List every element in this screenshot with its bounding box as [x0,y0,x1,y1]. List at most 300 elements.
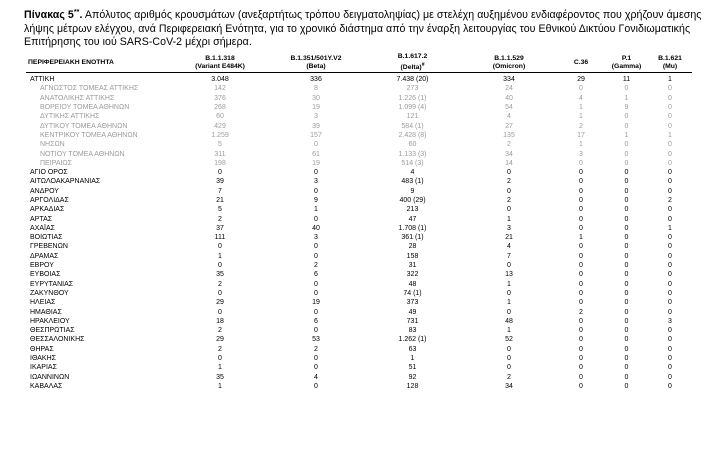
count-cell: 0 [668,308,672,316]
count-cell: 9 [314,197,318,204]
count-cell: 0 [668,104,672,112]
count-cell: 0 [624,187,629,195]
count-cell: 7 [507,252,511,260]
region-name-cell: ΙΚΑΡΙΑΣ [30,364,57,372]
count-cell: 8 [314,85,318,93]
count-cell: 121 [406,113,419,121]
count-cell: 34 [505,150,513,158]
count-cell: 2 [218,215,222,223]
count-cell: 0 [668,345,672,353]
table-subrow [26,131,692,140]
count-cell: 0 [668,85,672,93]
count-cell: 2 [507,197,511,204]
count-cell: 74 (1) [403,289,422,297]
count-cell: 0 [668,150,672,158]
count-cell: 1 [579,113,583,121]
count-cell: 3 [579,150,583,158]
region-name-cell: ΑΝΑΤΟΛΙΚΗΣ ΑΤΤΙΚΗΣ [40,94,115,102]
count-cell: 0 [314,355,318,363]
count-cell: 47 [408,215,417,223]
count-cell: 0 [624,345,629,353]
count-cell: 0 [218,289,222,297]
table-subrow [26,94,692,103]
count-cell: 0 [218,169,222,177]
count-cell: 0 [579,317,583,325]
count-cell: 0 [624,141,629,149]
count-cell: 334 [503,76,515,84]
count-cell: 0 [579,299,583,307]
count-cell: 0 [624,327,629,335]
count-cell: 30 [312,94,320,102]
count-cell: 27 [505,122,513,130]
count-cell: 0 [624,178,629,186]
region-name-cell: ΗΛΕΙΑΣ [30,299,56,307]
count-cell: 52 [505,336,513,344]
region-name-cell: ΕΥΒΟΙΑΣ [30,271,61,279]
region-name-cell: ΑΓΙΟ ΟΡΟΣ [30,169,68,177]
count-cell: 0 [314,280,318,288]
count-cell: 6 [314,271,318,279]
count-cell: 3 [314,113,318,121]
count-cell: 48 [408,280,417,288]
count-cell: 0 [668,355,672,363]
table-row [26,326,692,335]
count-cell: 92 [408,373,417,381]
table-row [26,252,692,261]
count-cell: 376 [214,94,226,102]
table-row [26,363,692,372]
count-cell: 0 [624,355,629,363]
region-name-cell: ΑΙΤΩΛΟΑΚΑΡΝΑΝΙΑΣ [30,178,101,186]
count-cell: 0 [579,336,583,344]
count-cell: 4 [579,94,583,102]
count-cell: 0 [579,373,583,381]
count-cell: 0 [668,289,672,297]
count-cell: 0 [668,159,672,167]
region-name-cell: ΙΩΑΝΝΙΝΩΝ [30,373,70,381]
count-cell: 28 [408,243,417,251]
count-cell: 1 [624,94,629,102]
table-row [26,196,692,205]
count-cell: 483 (1) [401,178,424,186]
count-cell: 34 [505,382,513,390]
count-cell: 0 [624,224,629,232]
count-cell: 2 [218,280,222,288]
count-cell: 0 [507,206,511,214]
count-cell: 336 [310,76,322,84]
count-cell: 1.708 (1) [398,224,427,232]
count-cell: 0 [579,252,583,260]
count-cell: 1 [410,355,415,363]
count-cell: 1.133 (3) [398,150,427,158]
count-cell: 1 [668,224,672,232]
table-row [26,73,692,85]
count-cell: 53 [312,336,320,344]
count-cell: 0 [579,243,583,251]
count-cell: 2 [314,262,318,270]
count-cell: 0 [507,169,511,177]
count-cell: 142 [214,85,226,93]
count-cell: 0 [668,373,672,381]
count-cell: 61 [312,150,320,158]
count-cell: 0 [668,178,672,186]
count-cell: 0 [218,243,222,251]
table-subrow [26,121,692,130]
count-cell: 322 [406,271,419,279]
count-cell: 0 [668,336,672,344]
count-cell: 0 [624,122,629,130]
count-cell: 0 [668,215,672,223]
region-name-cell: ΑΝΔΡΟΥ [30,187,59,195]
table-row [26,298,692,307]
count-cell: 0 [218,308,222,316]
count-cell: 63 [408,345,417,353]
count-cell: 3 [668,317,672,325]
count-cell: 0 [624,289,629,297]
table-subrow [26,140,692,149]
count-cell: 213 [406,206,419,214]
region-name-cell: ΗΡΑΚΛΕΙΟΥ [30,317,70,325]
count-cell: 3 [314,234,318,242]
table-subrow [26,84,692,93]
count-cell: 0 [624,308,629,316]
table-row [26,354,692,363]
count-cell: 7 [218,187,222,195]
count-cell: 24 [505,85,513,93]
region-name-cell: ΝΟΤΙΟΥ ΤΟΜΕΑ ΑΘΗΝΩΝ [40,150,125,158]
count-cell: 1 [218,252,222,260]
table-subrow [26,112,692,121]
table-row [26,317,692,326]
count-cell: 135 [503,131,515,139]
count-cell: 128 [406,382,419,390]
count-cell: 2 [314,345,318,353]
count-cell: 0 [624,85,629,93]
count-cell: 17 [577,131,585,139]
count-cell: 1 [314,206,318,214]
table-subrow [26,159,692,168]
count-cell: 2 [579,308,583,316]
region-name-cell: ΚΕΝΤΡΙΚΟΥ ΤΟΜΕΑ ΑΘΗΝΩΝ [40,131,138,139]
count-cell: 429 [214,122,226,130]
count-cell: 29 [216,336,224,344]
variants-table [26,53,692,391]
table-header-row [26,53,692,73]
table-header [26,53,692,73]
count-cell: 1.262 (1) [398,336,427,344]
count-cell: 0 [624,234,629,242]
table-row [26,270,692,279]
count-cell: 0 [579,169,583,177]
count-cell: 60 [216,113,224,121]
count-cell: 0 [579,187,583,195]
count-cell: 4 [314,373,318,381]
count-cell: 0 [218,262,222,270]
count-cell: 19 [312,104,320,112]
count-cell: 0 [624,280,629,288]
count-cell: 83 [408,327,417,335]
count-cell: 1.099 (4) [398,104,427,112]
count-cell: 0 [668,94,672,102]
count-cell: 0 [507,289,511,297]
count-cell: 0 [314,364,318,372]
count-cell: 0 [624,243,629,251]
count-cell: 0 [507,355,511,363]
count-cell: 0 [314,308,318,316]
count-cell: 0 [668,234,672,242]
count-cell: 4 [410,169,415,177]
count-cell: 1.259 [211,131,229,139]
count-cell: 0 [624,299,629,307]
count-cell: 3 [314,178,318,186]
region-name-cell: ΓΡΕΒΕΝΩΝ [30,243,68,251]
count-cell: 0 [668,141,672,149]
count-cell: 5 [218,141,222,149]
table-row [26,345,692,354]
region-name-cell: ΔΥΤΙΚΗΣ ΑΤΤΙΚΗΣ [40,113,100,121]
count-cell: 1 [668,76,672,84]
count-cell: 0 [579,215,583,223]
count-cell: 0 [507,187,511,195]
count-cell: 5 [218,206,222,214]
count-cell: 0 [668,299,672,307]
count-cell: 0 [579,271,583,279]
column-header: B.1.1.529 (Omicron) [461,53,557,73]
count-cell: 0 [314,187,318,195]
count-cell: 1.226 (1) [398,94,427,102]
count-cell: 35 [216,373,224,381]
count-cell: 2 [218,345,222,353]
count-cell: 3 [507,224,511,232]
count-cell: 0 [218,355,222,363]
count-cell: 0 [668,271,672,279]
caption-lead: Πίνακας 5**. [24,9,83,21]
caption-text: Απόλυτος αριθμός κρουσμάτων (ανεξαρτήτως τρόπου δειγματοληψίας) με στελέχη αυξημένου ενδιαφέροντος που χρήζουν άμεσης λήψης μέτρων ελέγχου, ανά Περιφερειακή Ενότητα, για το χρονικό διάστημα από την έναρξη λειτουργίας του Εθνικού Δικτύου Γονιδιωματικής Επιτήρησης του ιού SARS-CoV-2 μέχρι σήμερα. [24,9,702,48]
count-cell: 0 [624,252,629,260]
count-cell: 6 [314,317,318,325]
count-cell: 14 [505,159,513,167]
count-cell: 0 [624,317,629,325]
table-row [26,168,692,177]
count-cell: 60 [408,141,417,149]
table-row [26,382,692,391]
region-name-cell: ΔΥΤΙΚΟΥ ΤΟΜΕΑ ΑΘΗΝΩΝ [40,122,128,130]
count-cell: 0 [314,327,318,335]
region-name-cell: ΔΡΑΜΑΣ [30,252,59,260]
count-cell: 18 [216,317,224,325]
count-cell: 0 [624,382,629,390]
count-cell: 2 [507,373,511,381]
count-cell: 0 [668,243,672,251]
count-cell: 0 [579,364,583,372]
count-cell: 0 [624,364,629,372]
table-row [26,233,692,242]
count-cell: 4 [507,113,511,121]
table-row [26,280,692,289]
count-cell: 3.048 [211,76,229,84]
count-cell: 0 [579,382,583,390]
count-cell: 2 [668,197,672,204]
count-cell: 0 [668,122,672,130]
count-cell: 311 [214,150,226,158]
count-cell: 19 [312,159,320,167]
count-cell: 29 [577,76,585,84]
count-cell: 0 [579,289,583,297]
count-cell: 514 (3) [401,159,424,167]
count-cell: 400 (29) [399,197,426,204]
count-cell: 0 [579,280,583,288]
count-cell: 2.428 (8) [398,131,427,139]
count-cell: 361 (1) [401,234,424,242]
region-name-cell: ΘΕΣΠΡΩΤΙΑΣ [30,327,75,335]
region-name-cell: ΙΘΑΚΗΣ [30,355,56,363]
count-cell: 0 [624,271,629,279]
count-cell: 0 [314,141,318,149]
region-name-cell: ΑΓΝΩΣΤΟΣ ΤΟΜΕΑΣ ΑΤΤΙΚΗΣ [40,85,139,93]
count-cell: 0 [579,224,583,232]
table-row [26,205,692,214]
count-cell: 0 [624,215,629,223]
count-cell: 0 [668,252,672,260]
column-header: B.1.1.318 (Variant E484K) [172,53,268,73]
count-cell: 1 [579,141,583,149]
count-cell: 49 [408,308,417,316]
count-cell: 9 [410,187,415,195]
region-name-cell: ΑΤΤΙΚΗ [30,76,55,84]
count-cell: 9 [624,104,629,112]
table-row [26,307,692,316]
count-cell: 157 [310,131,322,139]
count-cell: 0 [579,345,583,353]
column-header: B.1.621 (Mu) [648,53,692,73]
count-cell: 29 [216,299,224,307]
table-body [26,73,692,392]
count-cell: 1 [507,299,511,307]
count-cell: 0 [624,336,629,344]
count-cell: 731 [406,317,419,325]
count-cell: 0 [507,308,511,316]
table-row [26,224,692,233]
count-cell: 0 [507,345,511,353]
count-cell: 21 [505,234,513,242]
count-cell: 268 [214,104,226,112]
count-cell: 2 [218,327,222,335]
count-cell: 1 [507,215,511,223]
region-name-cell: ΑΧΑΪΑΣ [30,224,55,232]
count-cell: 0 [624,113,629,121]
count-cell: 0 [668,327,672,335]
count-cell: 13 [505,271,513,279]
count-cell: 373 [406,299,419,307]
region-name-cell: ΝΗΣΩΝ [40,141,65,149]
region-name-cell: ΘΕΣΣΑΛΟΝΙΚΗΣ [30,336,85,344]
count-cell: 0 [314,252,318,260]
count-cell: 1 [579,234,583,242]
count-cell: 0 [624,206,629,214]
region-name-cell: ΠΕΙΡΑΙΩΣ [40,159,72,167]
count-cell: 39 [216,178,224,186]
table-caption [24,6,706,50]
count-cell: 0 [579,159,583,167]
count-cell: 0 [314,243,318,251]
region-name-cell: ΒΟΙΩΤΙΑΣ [30,234,63,242]
region-name-cell: ΘΗΡΑΣ [30,345,54,353]
count-cell: 0 [624,169,629,177]
count-cell: 37 [216,224,224,232]
region-name-cell: ΒΟΡΕΙΟΥ ΤΟΜΕΑ ΑΘΗΝΩΝ [40,104,130,112]
count-cell: 0 [668,382,672,390]
region-name-cell: ΚΑΒΑΛΑΣ [30,382,63,390]
count-cell: 0 [668,169,672,177]
count-cell: 2 [579,122,583,130]
count-cell: 2 [507,178,511,186]
count-cell: 1 [218,382,222,390]
table-row [26,261,692,270]
column-header: B.1.617.2 (Delta)# [364,53,461,73]
table-row [26,289,692,298]
table-row [26,214,692,223]
count-cell: 584 (1) [401,122,424,130]
count-cell: 0 [579,327,583,335]
count-cell: 0 [668,262,672,270]
region-name-cell: ΑΡΤΑΣ [30,215,53,223]
count-cell: 21 [216,197,224,204]
region-name-cell: ΖΑΚΥΝΘΟΥ [30,289,69,297]
count-cell: 0 [579,85,583,93]
count-cell: 0 [314,169,318,177]
count-cell: 0 [668,113,672,121]
count-cell: 2 [507,141,511,149]
count-cell: 0 [579,262,583,270]
count-cell: 0 [624,150,629,158]
column-header: C.36 [557,53,605,73]
count-cell: 31 [408,262,417,270]
count-cell: 0 [314,382,318,390]
count-cell: 158 [406,252,419,260]
column-header: P.1 (Gamma) [605,53,648,73]
count-cell: 111 [214,234,226,242]
column-header: B.1.351/501Y.V2 (Beta) [268,53,364,73]
count-cell: 0 [624,373,629,381]
count-cell: 40 [312,224,320,232]
count-cell: 0 [668,280,672,288]
column-header: ΠΕΡΙΦΕΡΕΙΑΚΗ ΕΝΟΤΗΤΑ [26,53,172,73]
table-row [26,242,692,251]
count-cell: 35 [216,271,224,279]
count-cell: 0 [668,206,672,214]
count-cell: 0 [507,262,511,270]
table-subrow [26,103,692,112]
count-cell: 1 [579,104,583,112]
table-subrow [26,149,692,158]
count-cell: 0 [624,262,629,270]
count-cell: 39 [312,122,320,130]
count-cell: 1 [218,364,222,372]
count-cell: 48 [505,317,513,325]
count-cell: 1 [507,327,511,335]
count-cell: 0 [579,206,583,214]
table-row [26,373,692,382]
count-cell: 11 [622,76,631,84]
count-cell: 0 [507,364,511,372]
count-cell: 198 [214,159,226,167]
region-name-cell: ΑΡΓΟΛΙΔΑΣ [30,197,69,204]
region-name-cell: ΑΡΚΑΔΙΑΣ [30,206,65,214]
count-cell: 7.438 (20) [396,76,429,84]
count-cell: 1 [507,280,511,288]
count-cell: 0 [579,355,583,363]
region-name-cell: ΕΒΡΟΥ [30,262,54,270]
